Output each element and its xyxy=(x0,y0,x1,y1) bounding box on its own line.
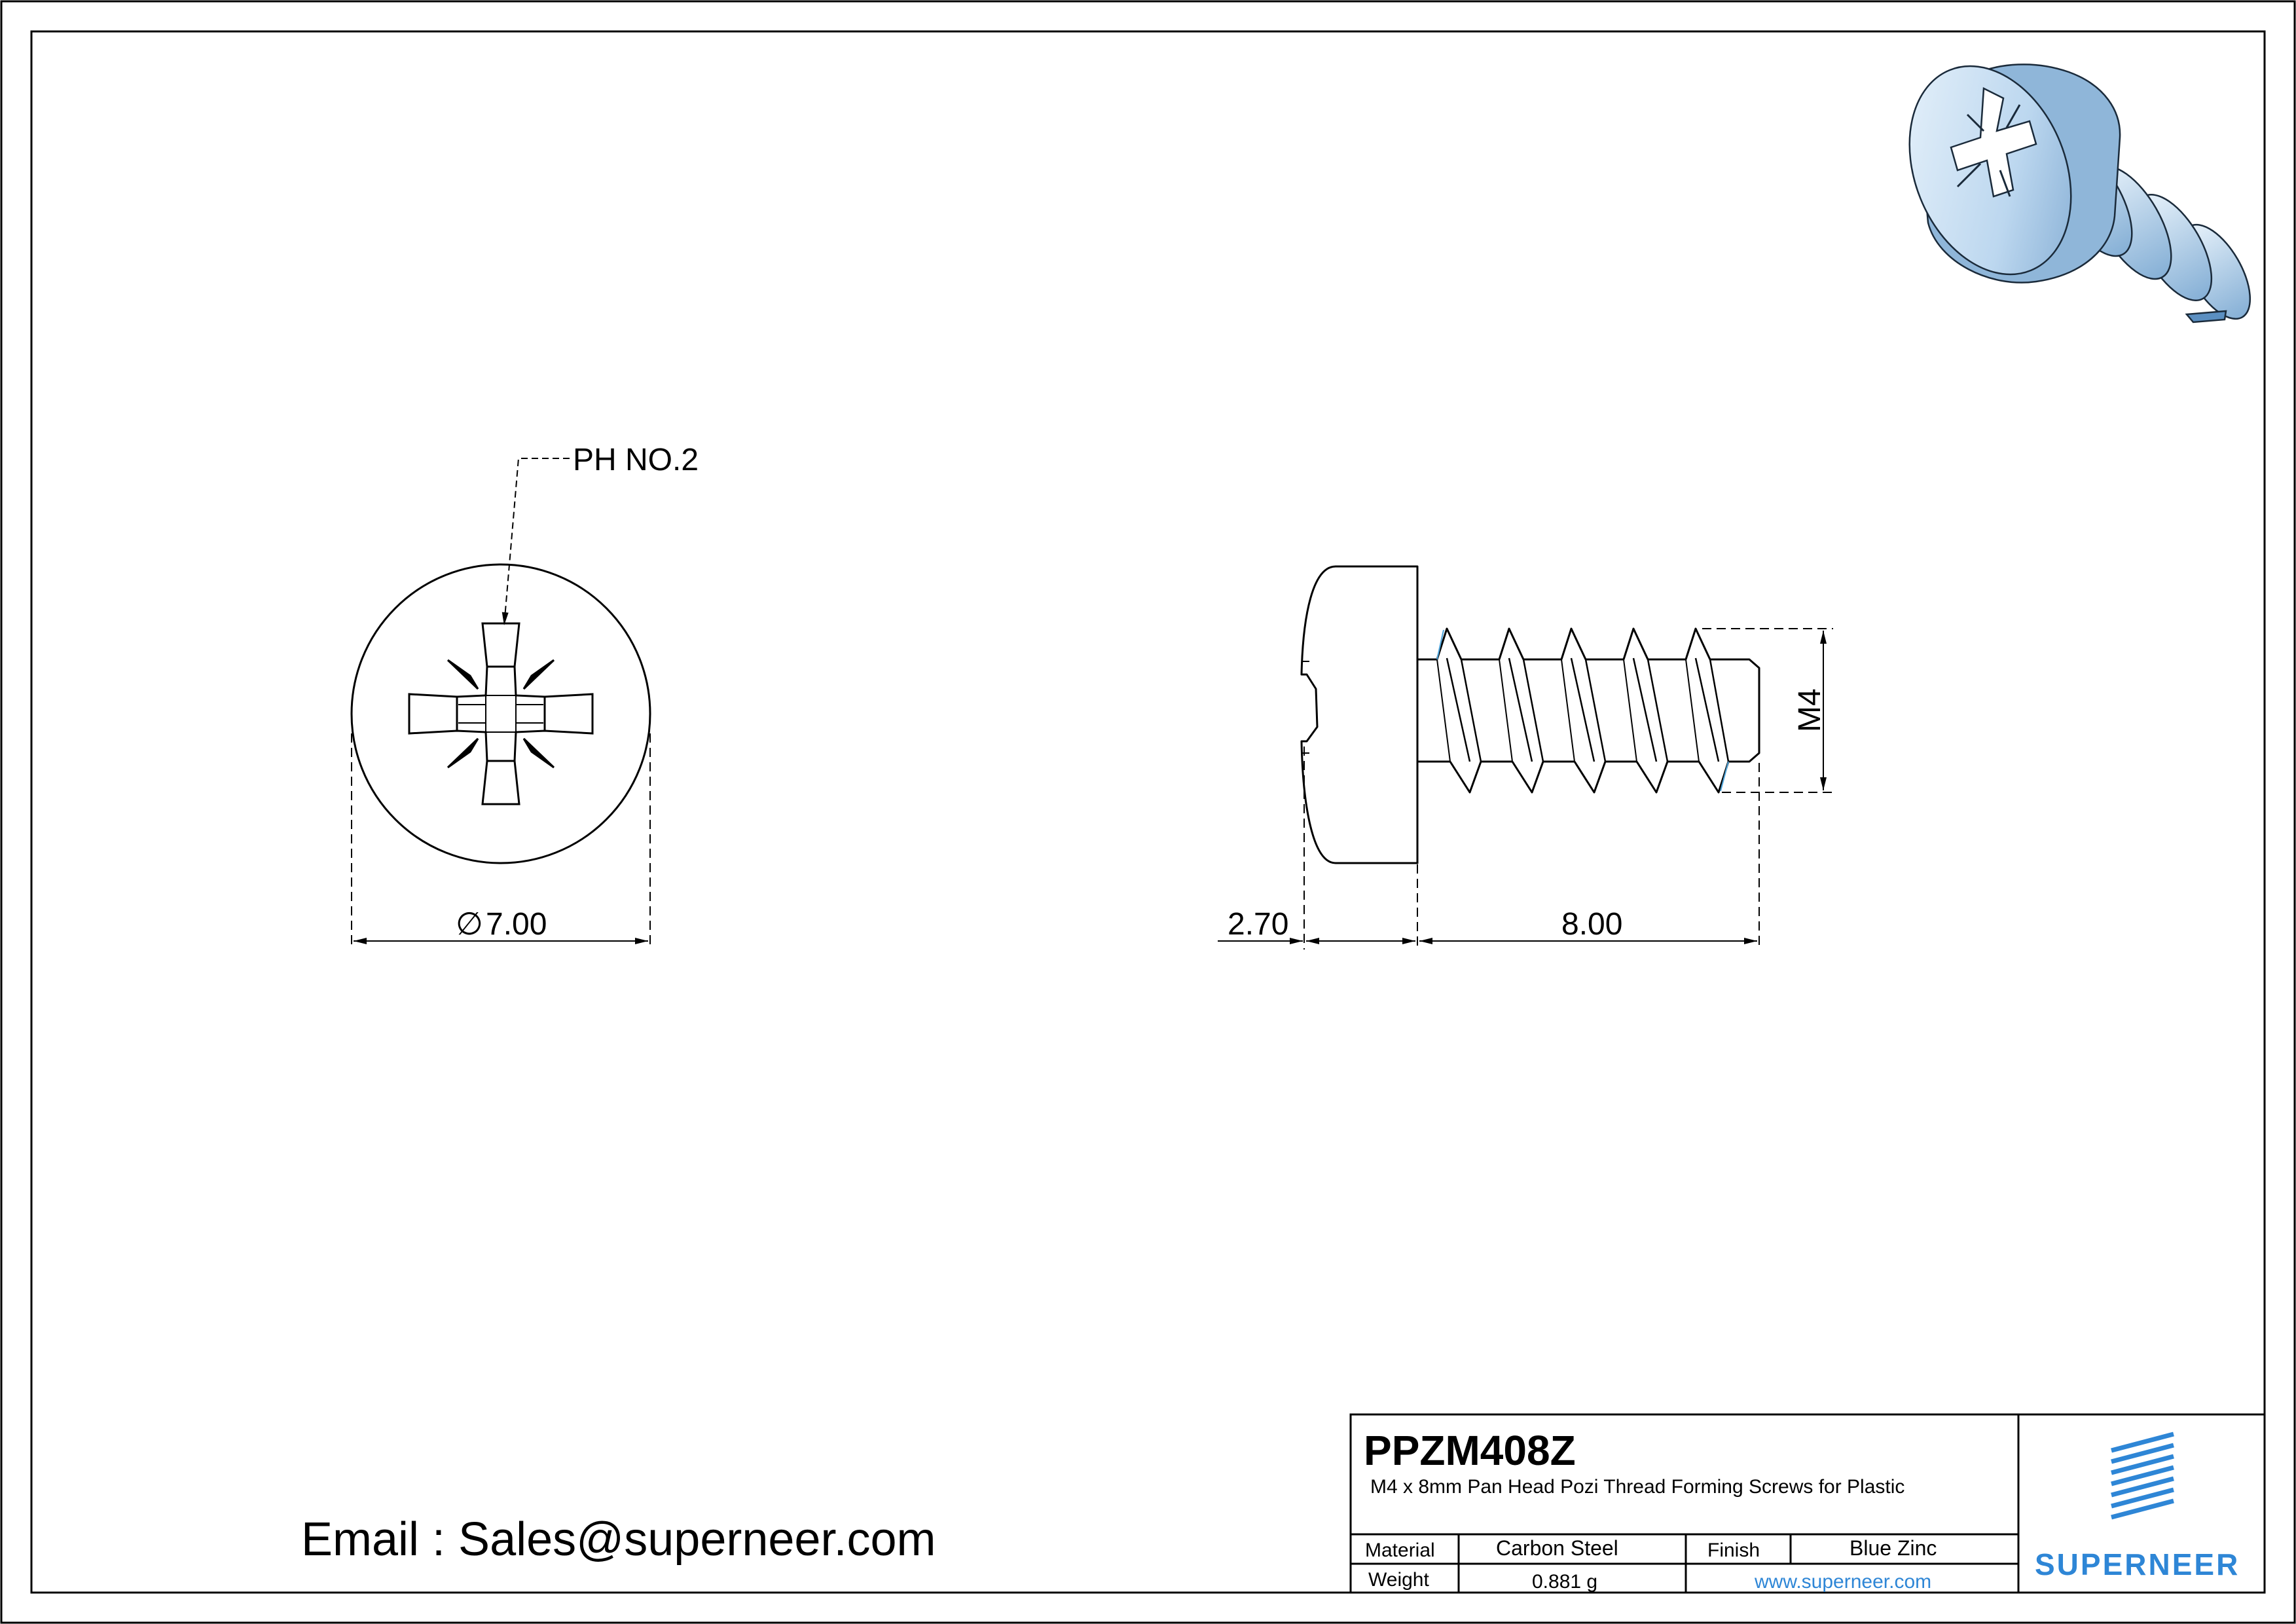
thread-end-mark xyxy=(1721,762,1728,791)
thread-crest-top xyxy=(1437,629,1710,659)
part-number: PPZM408Z xyxy=(1364,1427,1576,1474)
thread-crest-edges xyxy=(1437,659,1699,762)
pozi-diagonal-mark-tr xyxy=(524,660,554,689)
callout-leader-line xyxy=(504,458,570,625)
screw-3d-head xyxy=(1880,42,2121,299)
pozi-recess-center xyxy=(458,695,543,732)
thread-helix-lines xyxy=(1447,658,1728,762)
thread-crest-bottom xyxy=(1450,762,1728,792)
screw-3d-illustration xyxy=(1880,42,2264,329)
website-link[interactable]: www.superneer.com xyxy=(1755,1571,1932,1593)
length-dimensions xyxy=(1218,747,1759,950)
pozi-recess-outer xyxy=(409,623,592,804)
pozi-recess-core xyxy=(486,695,516,732)
material-label: Material xyxy=(1365,1540,1435,1561)
diameter-symbol: ∅ xyxy=(456,907,483,942)
finish-value: Blue Zinc xyxy=(1850,1536,1937,1560)
length-value: 8.00 xyxy=(1561,907,1623,942)
screw-side-view xyxy=(1302,566,1759,863)
head-height-value: 2.70 xyxy=(1228,907,1289,942)
weight-value: 0.881 g xyxy=(1532,1571,1598,1593)
diameter-value: 7.00 xyxy=(486,907,547,942)
thread-size-label: M4 xyxy=(1793,688,1827,732)
recess-callout xyxy=(504,443,699,625)
pozi-diagonal-mark-tl xyxy=(448,660,478,689)
superneer-logo-mark xyxy=(2111,1434,2174,1517)
part-description: M4 x 8mm Pan Head Pozi Thread Forming Screws for Plastic xyxy=(1370,1476,1905,1498)
superneer-logo-text: SUPERNEER xyxy=(2035,1547,2240,1581)
material-value: Carbon Steel xyxy=(1496,1536,1618,1560)
head-top-view xyxy=(352,564,650,863)
pozi-diagonal-mark-bl xyxy=(448,739,478,767)
pozi-diagonal-mark-br xyxy=(524,739,554,767)
pan-head-outline xyxy=(1302,566,1417,863)
weight-label: Weight xyxy=(1368,1569,1429,1591)
inner-border xyxy=(31,31,2265,1593)
head-outline-circle xyxy=(352,564,650,863)
finish-label: Finish xyxy=(1707,1540,1760,1561)
contact-email: Email : Sales@superneer.com xyxy=(301,1513,936,1566)
callout-label: PH NO.2 xyxy=(573,443,699,477)
